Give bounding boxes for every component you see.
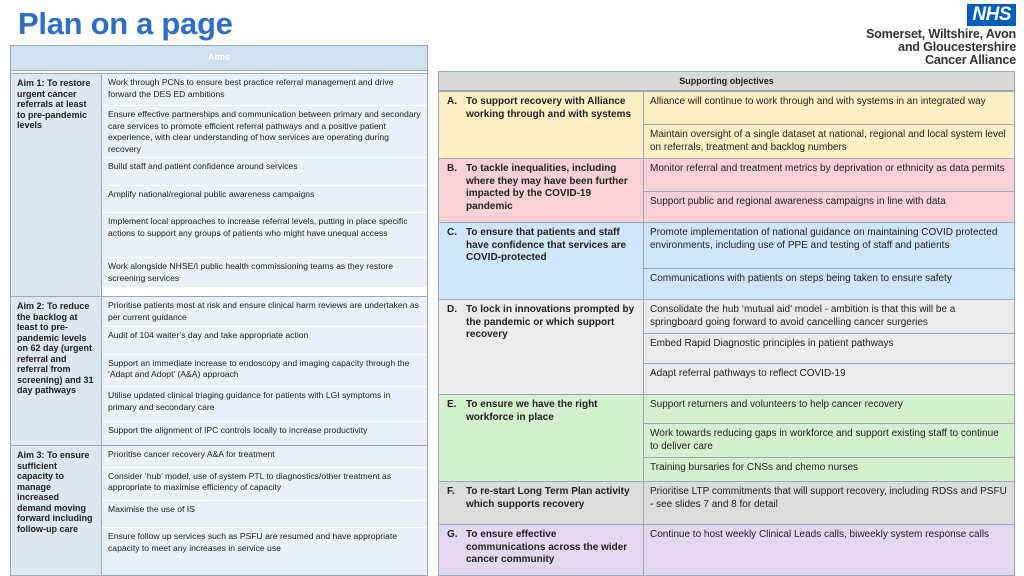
objective-row [439,524,1014,575]
organisation-name-line: Somerset, Wiltshire, Avon [865,27,1016,41]
objective-row [439,158,1014,222]
objective-item: Continue to host weekly Clinical Leads calls, biweekly system response calls [644,525,1014,575]
organisation-name-line: and Gloucestershire [898,40,1016,54]
objective-letter: C. [447,227,457,238]
aim-item: Implement local approaches to increase referral levels, putting in place specific actions to support any groups of patients who might have unequal access [102,213,427,258]
aim-label: Aim 3: To ensure sufficient capacity to manage increased demand moving forward including follow-up care [11,446,102,575]
objective-title: To tackle inequalities, including where they may have been further impacted by the COVID-19 pandemic [466,163,628,212]
aim-item: Support an immediate increase to endoscopy and imaging capacity through the ‘Adapt and Adopt’ (A&A) approach [102,355,427,388]
aim-item: Utilise updated clinical triaging guidance for patients with LGI symptoms in primary and secondary care [102,387,427,422]
aim-item: Support the alignment of IPC controls locally to increase productivity [102,422,427,445]
aim-group [11,73,427,296]
aim-item: Consider ‘hub’ model, use of system PTL to diagnostics/other treatment as appropriate to maximise efficiency of capacity [102,468,427,501]
aim-item: Ensure follow up services such as PSFU are resumed and have appropriate capacity to meet any increases in service use [102,528,427,575]
objective-item: Communications with patients on steps being taken to ensure safety [644,269,1014,299]
objective-title: To ensure we have the right workforce in place [466,399,598,423]
aim-item: Audit of 104 waiter’s day and take appropriate action [102,327,427,355]
objective-item: Support returners and volunteers to help cancer recovery [644,395,1014,424]
objective-title: To support recovery with Alliance working through and with systems [466,96,632,120]
objective-label [439,300,644,394]
objective-item: Embed Rapid Diagnostic principles in patient pathways [644,334,1014,364]
aims-table [10,45,428,576]
aim-item: Work alongside NHSE/I public health commissioning teams as they restore screening services [102,258,427,287]
nhs-logo [848,4,1018,66]
objective-item: Alliance will continue to work through and with systems in an integrated way [644,92,1014,125]
page-title: Plan on a page [18,6,233,41]
objective-row [439,394,1014,481]
objective-letter: A. [447,96,457,107]
aim-item: Ensure effective partnerships and communication between primary and secondary care services to promote efficient referral pathways and a positive patient experience, with clear understanding of how services are operating during recovery [102,106,427,158]
objective-label [439,159,644,222]
objective-item: Promote implementation of national guidance on maintaining COVID protected environments, including use of PPE and testing of staff and patients [644,223,1014,269]
aim-item: Prioritise cancer recovery A&A for treatment [102,446,427,468]
objective-item: Monitor referral and treatment metrics by deprivation or ethnicity as data permits [644,159,1014,192]
organisation-name-line: Cancer Alliance [924,53,1016,67]
objective-item: Adapt referral pathways to reflect COVID-19 [644,364,1014,394]
objective-item: Prioritise LTP commitments that will support recovery, including RDSs and PSFU - see slides 7 and 8 for detail [644,482,1014,524]
objective-item: Maintain oversight of a single dataset at national, regional and local system level on referrals, treatment and backlog numbers [644,125,1014,158]
objective-item: Support public and regional awareness campaigns in line with data [644,192,1014,222]
objective-row [439,91,1014,158]
aims-header: Aims [11,46,427,71]
objective-letter: F. [447,486,455,497]
aim-group [11,296,427,445]
objective-item: Training bursaries for CNSs and chemo nurses [644,458,1014,481]
objective-label [439,223,644,299]
objective-letter: G. [447,529,458,540]
objective-item: Consolidate the hub ‘mutual aid’ model - ambition is that this will be a springboard going forward to avoid cancelling cancer surgeries [644,300,1014,334]
objective-title: To ensure that patients and staff have confidence that services are COVID-protected [466,227,627,263]
aim-label: Aim 2: To reduce the backlog at least to pre-pandemic levels on 62 day (urgent referral and referral from screening) and 31 day pathways [11,297,102,445]
objective-row [439,481,1014,524]
objective-letter: D. [447,304,457,315]
aim-item: Work through PCNs to ensure best practice referral management and drive forward the DES ED ambitions [102,74,427,106]
objective-title: To re-start Long Term Plan activity which supports recovery [466,486,630,510]
objective-row [439,299,1014,394]
supporting-objectives-header: Supporting objectives [439,72,1014,91]
objective-label [439,395,644,481]
objective-label [439,482,644,524]
supporting-objectives-table [438,71,1015,576]
objective-row [439,222,1014,299]
aim-item: Build staff and patient confidence around services [102,158,427,186]
objective-letter: E. [447,399,457,410]
objective-title: To lock in innovations prompted by the pandemic or which support recovery [466,304,635,340]
objective-label [439,92,644,158]
nhs-badge: NHS [967,4,1016,26]
objective-item: Work towards reducing gaps in workforce and support existing staff to continue to deliver care [644,424,1014,458]
objective-label [439,525,644,575]
aim-item: Amplify national/regional public awareness campaigns [102,186,427,213]
aim-label: Aim 1: To restore urgent cancer referrals at least to pre-pandemic levels [11,74,102,296]
aim-item: Maximise the use of IS [102,501,427,529]
objective-letter: B. [447,163,457,174]
objective-title: To ensure effective communications across the wider cancer community [466,529,628,565]
organisation-name [866,28,1016,67]
aim-group [11,445,427,575]
aim-item: Prioritise patients most at risk and ensure clinical harm reviews are undertaken as per current guidance [102,297,427,327]
